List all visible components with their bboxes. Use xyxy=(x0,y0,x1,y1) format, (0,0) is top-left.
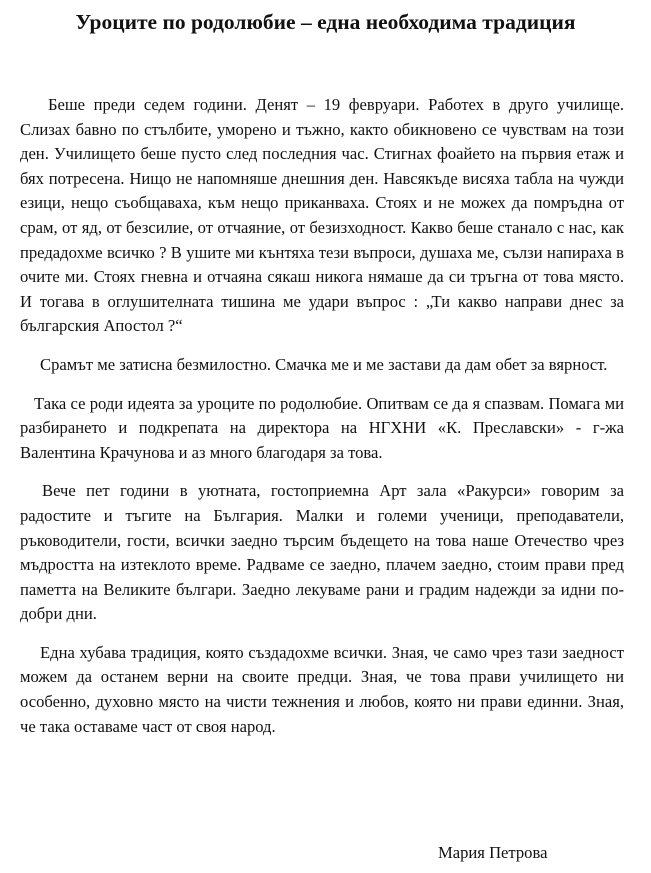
paragraph-4: Вече пет години в уютната, гостоприемна Арт зала «Ракурси» говорим за радостите и тъгите на България. Малки и големи ученици, преподаватели, ръководители, гости, всички заедно търсим бъдещето на това наше Отечество чрез мъдростта на изтеклото време. Радваме се заедно, плачем заедно, стоим прави пред паметта на Великите българи. Заедно лекуваме рани и градим надежди за идни по-добри дни. xyxy=(20,481,624,624)
paragraph-2: Срамът ме затисна безмилостно. Смачка ме и ме застави да дам обет за вярност. xyxy=(40,354,608,374)
author-signature: Мария Петрова xyxy=(438,843,548,862)
document-title: Уроците по родолюбие – една необходима традиция xyxy=(75,10,576,34)
document-body xyxy=(20,93,624,739)
paragraph-1: Беше преди седем години. Денят – 19 февруари. Работех в друго училище. Слизах бавно по стълбите, уморено и тъжно, както обикновено се чувствам на този ден. Училището беше пусто след последния час. Стигнах фоайето на първия етаж и бях потресена. Нищо не напомняше днешния ден. Навсякъде висяха табла на чужди езици, нещо съобщаваха, към нещо приканваха. Стоях и не можех да помръдна от срам, от яд, от безсилие, от отчаяние, от безизходност. Какво беше станало с нас, как предадохме всичко ? В ушите ми кънтяха тези въпроси, душаха ме, сълзи напираха в очите ми. Стоях гневна и отчаяна сякаш никога нямаше да си тръгна от това място. И тогава в оглушителната тишина ме удари въпрос : „Ти какво направи днес за българския Апостол ?“ xyxy=(20,95,624,336)
paragraph-3: Така се роди идеята за уроците по родолюбие. Опитвам се да я спазвам. Помага ми разбирането и подкрепата на директора на НГХНИ «К. Преславски» - г-жа Валентина Крачунова и аз много благодаря за това. xyxy=(20,393,624,462)
paragraph-5: Една хубава традиция, която създадохме всички. Зная, че само чрез тази заедност можем да останем верни на своите предци. Зная, че това прави училището ни особенно, духовно място на чисти тежнения и любов, която ни прави единни. Зная, че така оставаме част от своя народ. xyxy=(20,642,624,736)
